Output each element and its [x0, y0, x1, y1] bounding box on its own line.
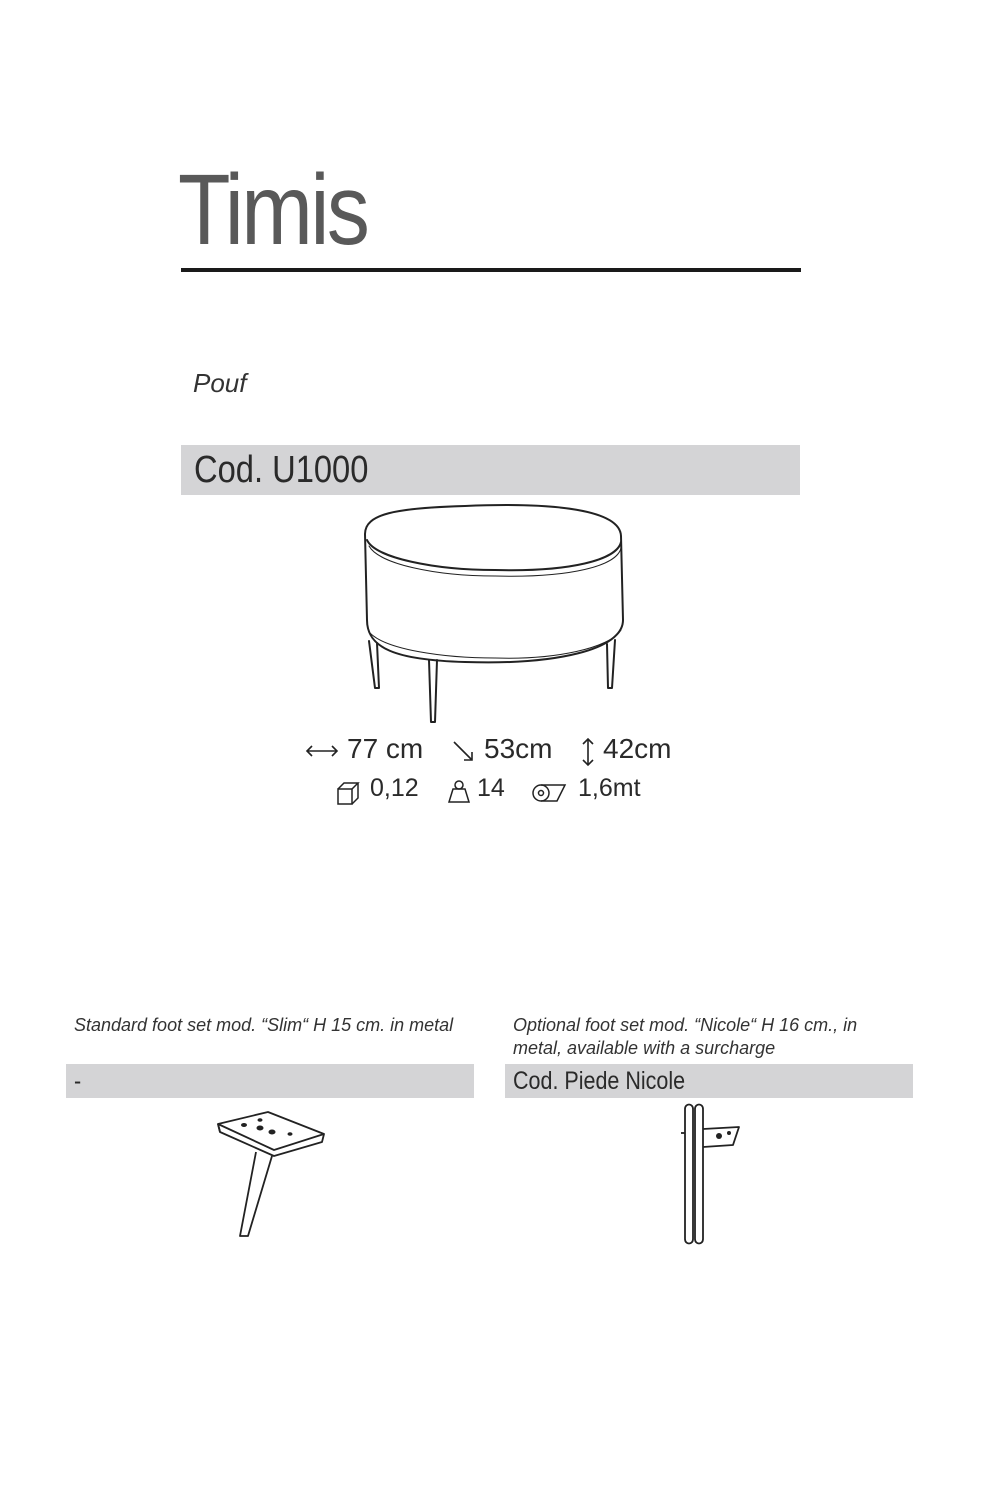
height-value: 42cm [603, 733, 672, 764]
optional-foot-description: Optional foot set mod. “Nicole“ H 16 cm., in metal, available with a surcharge [513, 1015, 858, 1058]
title-divider [181, 268, 801, 272]
depth-value: 53cm [484, 733, 553, 764]
product-code: Cod. U1000 [194, 449, 369, 491]
optional-foot-code-bar [505, 1064, 913, 1098]
fabric-value: 1,6mt [578, 774, 641, 802]
specs-row [335, 774, 695, 810]
standard-foot-code-bar [66, 1064, 474, 1098]
nicole-foot-illustration [675, 1103, 750, 1248]
slim-foot-illustration [210, 1110, 335, 1245]
weight-value: 14 [477, 774, 505, 802]
cube-icon [335, 780, 361, 806]
weight-icon [447, 779, 471, 805]
fabric-roll-icon [531, 781, 567, 805]
width-value: 77 cm [347, 733, 424, 764]
standard-foot-description: Standard foot set mod. “Slim“ H 15 cm. in metal [74, 1015, 454, 1035]
volume-value: 0,12 [370, 774, 419, 802]
horizontal-double-arrow-icon [305, 743, 339, 759]
vertical-double-arrow-icon [580, 737, 596, 767]
standard-foot-code: - [74, 1067, 82, 1095]
pouf-illustration [355, 500, 635, 730]
product-code-bar [181, 445, 800, 495]
product-title: Timis [178, 154, 368, 266]
dimensions-row [305, 733, 705, 773]
optional-foot-code: Cod. Piede Nicole [513, 1067, 686, 1095]
diagonal-arrow-icon [451, 739, 475, 763]
product-type: Pouf [193, 368, 247, 398]
